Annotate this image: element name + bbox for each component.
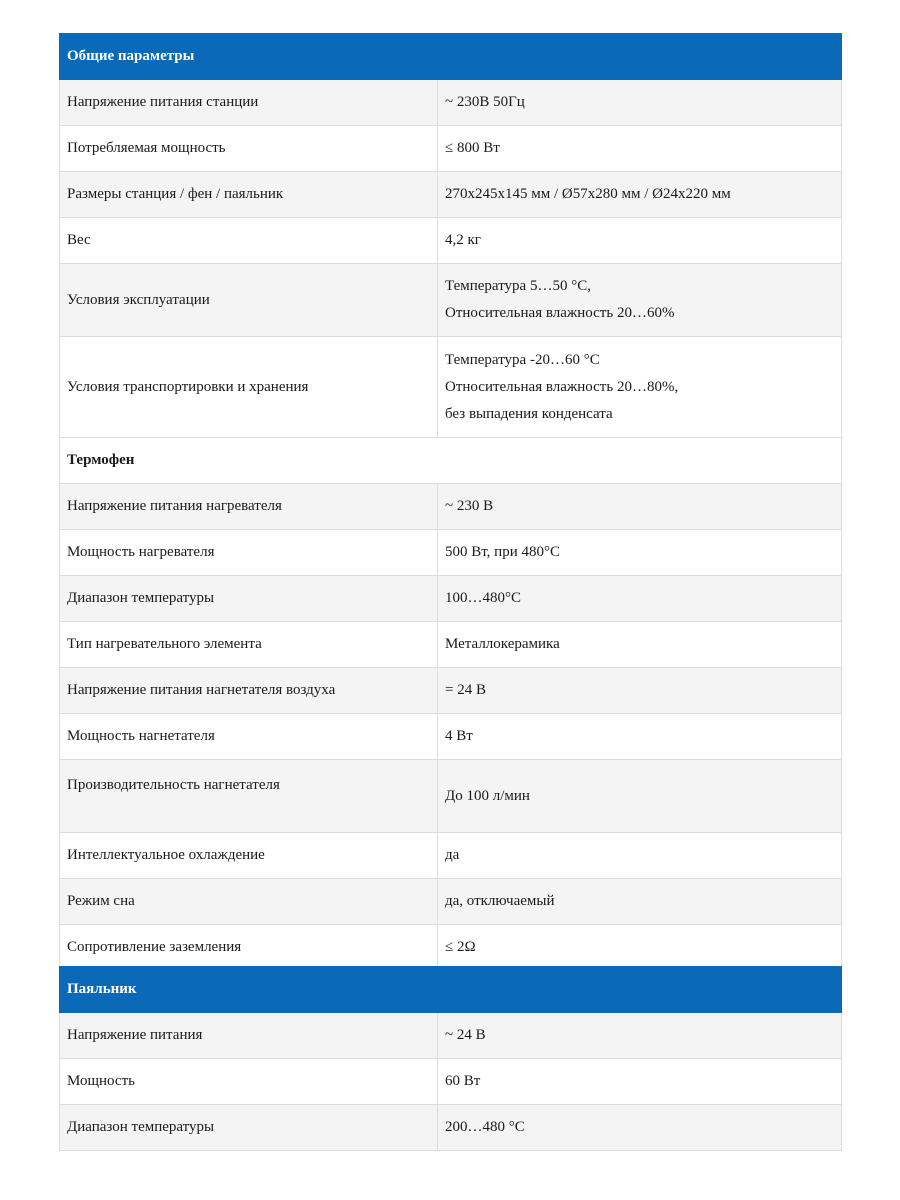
general-specs-table [59,33,842,971]
spec-value [438,264,842,337]
table-row [60,833,842,879]
spec-value: 500 Вт, при 480°С [438,530,842,576]
table-row [60,218,842,264]
table-row [60,668,842,714]
section-header-iron [60,967,842,1013]
spec-value: ~ 230В 50Гц [438,80,842,126]
spec-label: Мощность нагнетателя [60,714,438,760]
table-row [60,925,842,971]
spec-value: ≤ 800 Вт [438,126,842,172]
spec-value-line: Температура -20…60 °C [445,351,600,368]
spec-value: До 100 л/мин [438,760,842,833]
spec-label: Производительность нагнетателя [60,760,438,833]
spec-value: ≤ 2Ω [438,925,842,971]
spec-label: Диапазон температуры [60,1105,438,1151]
spec-value-line: без выпадения конденсата [445,405,613,422]
spec-label: Мощность [60,1059,438,1105]
spec-label: Тип нагревательного элемента [60,622,438,668]
spec-value [438,337,842,438]
spec-label: Напряжение питания станции [60,80,438,126]
spec-value: 100…480°С [438,576,842,622]
iron-specs-table [59,966,842,1151]
section-title: Паяльник [60,967,842,1013]
spec-value: = 24 В [438,668,842,714]
spec-value-line: Относительная влажность 20…80%, [445,378,679,395]
spec-value: ~ 24 В [438,1013,842,1059]
table-row [60,1059,842,1105]
table-row [60,337,842,438]
spec-label: Вес [60,218,438,264]
table-row [60,484,842,530]
spec-value: Металлокерамика [438,622,842,668]
spec-value: ~ 230 В [438,484,842,530]
spec-value: да, отключаемый [438,879,842,925]
spec-label: Напряжение питания нагревателя [60,484,438,530]
spec-value: 200…480 °C [438,1105,842,1151]
spec-label: Условия транспортировки и хранения [60,337,438,438]
spec-value: да [438,833,842,879]
table-row [60,530,842,576]
spec-label: Напряжение питания нагнетателя воздуха [60,668,438,714]
spec-value-line: Температура 5…50 °C, [445,278,591,294]
table-row [60,126,842,172]
table-row [60,172,842,218]
spec-label: Потребляемая мощность [60,126,438,172]
section-title: Термофен [60,438,842,484]
spec-label: Интеллектуальное охлаждение [60,833,438,879]
table-row [60,879,842,925]
table-row [60,576,842,622]
spec-label: Условия эксплуатации [60,264,438,337]
spec-label: Мощность нагревателя [60,530,438,576]
spec-label: Режим сна [60,879,438,925]
table-row [60,1105,842,1151]
spec-value-line: Относительная влажность 20…60% [445,305,675,321]
spec-value: 270x245x145 мм / Ø57x280 мм / Ø24x220 мм [438,172,842,218]
spec-label: Напряжение питания [60,1013,438,1059]
table-row [60,264,842,337]
table-row [60,714,842,760]
section-title: Общие параметры [60,34,842,80]
spec-label: Сопротивление заземления [60,925,438,971]
spec-value: 4 Вт [438,714,842,760]
table-row [60,80,842,126]
table-row [60,1013,842,1059]
spec-label: Размеры станция / фен / паяльник [60,172,438,218]
spec-value: 60 Вт [438,1059,842,1105]
section-header-hotair [60,438,842,484]
table-row [60,760,842,833]
spec-value: 4,2 кг [438,218,842,264]
spec-label: Диапазон температуры [60,576,438,622]
section-header-general [60,34,842,80]
table-row [60,622,842,668]
